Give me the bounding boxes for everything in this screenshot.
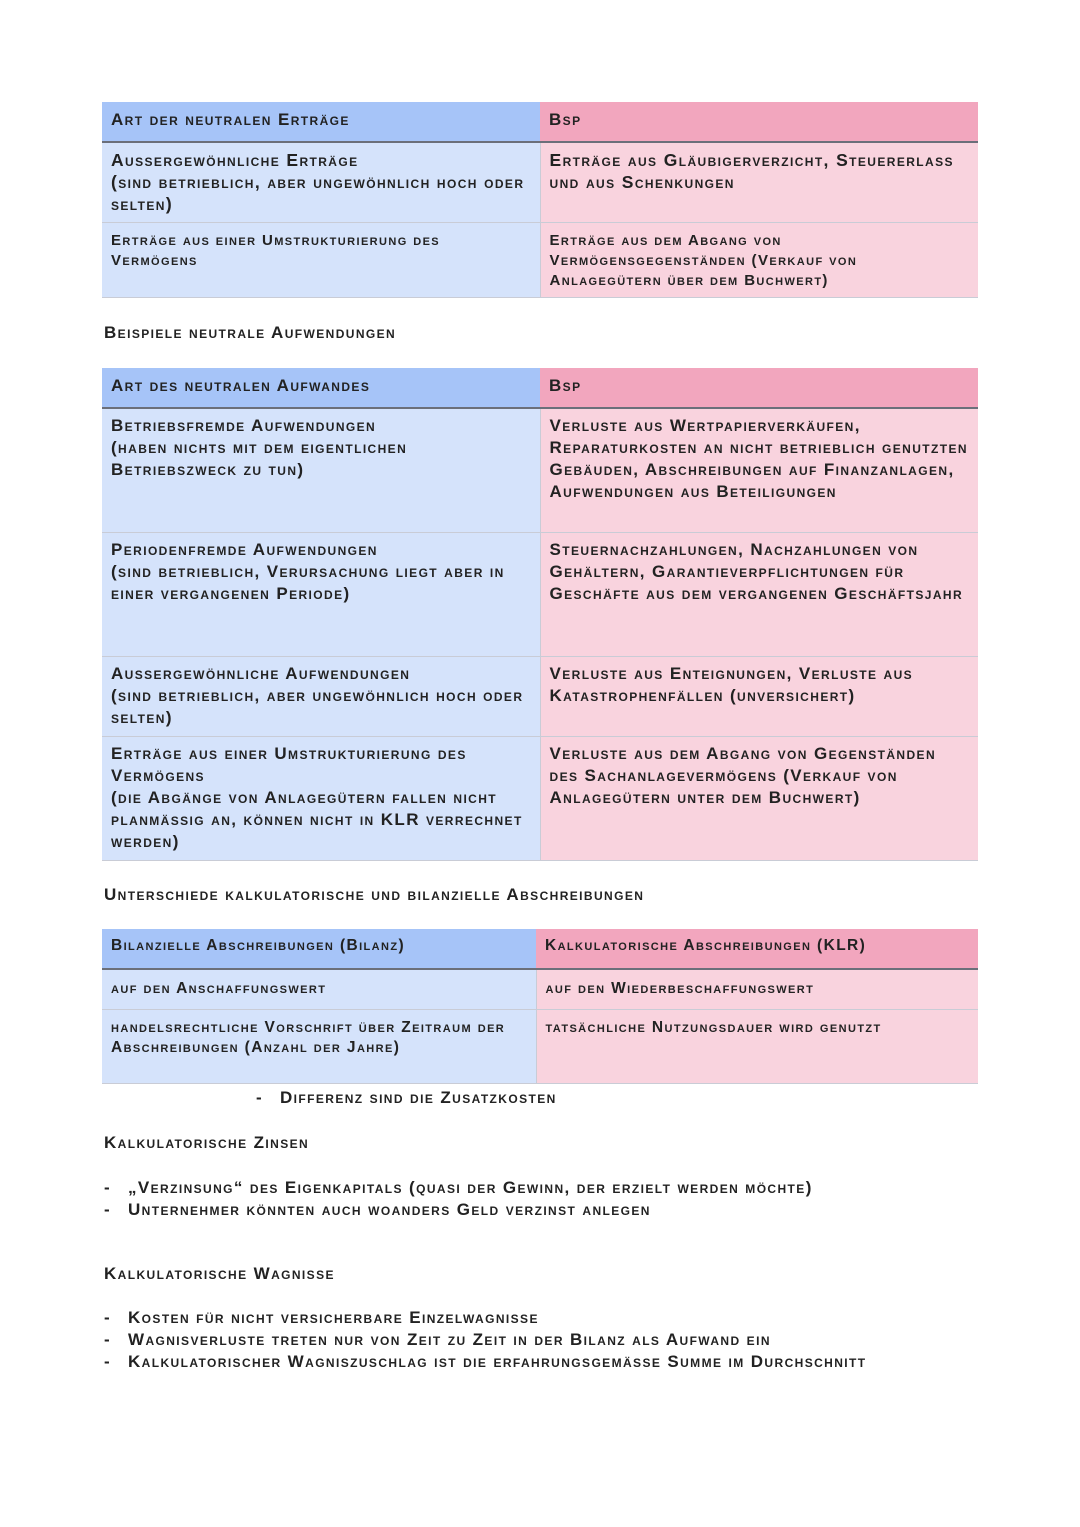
table-row [102, 1009, 978, 1083]
bsp-cell: Verluste aus Enteignungen, Verluste aus Katastrophenfällen (unversichert) [540, 656, 978, 736]
note-dash: - [256, 1088, 264, 1107]
list-item: - Kalkulatorischer Wagniszuschlag ist die erfahrungsgemässe Summe im Durchschnitt [104, 1351, 984, 1373]
art-cell [102, 656, 540, 736]
table-neutrale-aufwendungen [102, 368, 978, 861]
bsp-cell: Erträge aus dem Abgang von Vermögensgegenständen (Verkauf von Anlagegütern über dem Buchwert) [540, 222, 978, 297]
art-detail: (sind betrieblich, aber ungewöhnlich hoch oder selten) [111, 685, 524, 727]
table-header-row [102, 929, 978, 969]
art-title: Erträge aus einer Umstrukturierung des Vermögens [111, 231, 441, 269]
kalkulatorisch-cell: tatsächliche Nutzungsdauer wird genutzt [536, 1009, 978, 1083]
art-detail: (die Abgänge von Anlagegütern fallen nicht planmässig an, können nicht in KLR verrechnet werden) [111, 787, 523, 851]
heading-kalkulatorische-wagnisse: Kalkulatorische Wagnisse [104, 1264, 335, 1283]
kalkulatorisch-cell: auf den Wiederbeschaffungswert [536, 969, 978, 1009]
list-zinsen [104, 1177, 984, 1221]
heading-neutrale-aufwendungen: Beispiele neutrale Aufwendungen [104, 323, 397, 342]
bsp-cell: Verluste aus dem Abgang von Gegenständen des Sachanlagevermögens (Verkauf von Anlagegütern unter dem Buchwert) [540, 736, 978, 860]
bilanziell-cell: auf den Anschaffungswert [102, 969, 536, 1009]
column-header-bilanziell: Bilanzielle Abschreibungen (Bilanz) [102, 929, 536, 969]
list-item: - Unternehmer könnten auch woanders Geld verzinst anlegen [104, 1199, 984, 1221]
note-text: Differenz sind die Zusatzkosten [280, 1088, 557, 1107]
list-item: - Wagnisverluste treten nur von Zeit zu Zeit in der Bilanz als Aufwand ein [104, 1329, 984, 1351]
art-cell [102, 736, 540, 860]
column-header-bsp: Bsp [540, 102, 978, 142]
art-cell [102, 532, 540, 656]
list-wagnisse [104, 1307, 984, 1373]
table-row [102, 656, 978, 736]
heading-kalkulatorische-zinsen: Kalkulatorische Zinsen [104, 1133, 310, 1152]
column-header-art: Art des neutralen Aufwandes [102, 368, 540, 408]
table-row [102, 222, 978, 297]
art-title: Erträge aus einer Umstrukturierung des Vermögens [111, 743, 467, 785]
column-header-bsp: Bsp [540, 368, 978, 408]
art-cell [102, 142, 540, 222]
heading-unterschiede-abschreibungen: Unterschiede kalkulatorische und bilanzielle Abschreibungen [104, 885, 645, 904]
table-header-row [102, 368, 978, 408]
art-title: Aussergewöhnliche Erträge [111, 150, 359, 170]
art-cell [102, 222, 540, 297]
table-row [102, 969, 978, 1009]
art-detail: (sind betrieblich, Verursachung liegt aber in einer vergangenen Periode) [111, 561, 505, 603]
table-row [102, 532, 978, 656]
art-title: Aussergewöhnliche Aufwendungen [111, 663, 411, 683]
column-header-kalkulatorisch: Kalkulatorische Abschreibungen (KLR) [536, 929, 978, 969]
art-title: Periodenfremde Aufwendungen [111, 539, 378, 559]
column-header-art: Art der neutralen Erträge [102, 102, 540, 142]
list-item: - „Verzinsung“ des Eigenkapitals (quasi der Gewinn, der erzielt werden möchte) [104, 1177, 984, 1199]
table-row [102, 736, 978, 860]
note-zusatzkosten [256, 1088, 557, 1108]
art-detail: (sind betrieblich, aber ungewöhnlich hoch oder selten) [111, 172, 525, 214]
table-header-row [102, 102, 978, 142]
list-item: - Kosten für nicht versicherbare Einzelwagnisse [104, 1307, 984, 1329]
table-row [102, 142, 978, 222]
art-title: Betriebsfremde Aufwendungen [111, 416, 377, 435]
art-cell [102, 408, 540, 532]
bsp-cell: Erträge aus Gläubigerverzicht, Steuererlass und aus Schenkungen [540, 142, 978, 222]
bsp-cell: Steuernachzahlungen, Nachzahlungen von Gehältern, Garantieverpflichtungen für Geschäfte aus dem vergangenen Geschäftsjahr [540, 532, 978, 656]
bilanziell-cell: handelsrechtliche Vorschrift über Zeitraum der Abschreibungen (Anzahl der Jahre) [102, 1009, 536, 1083]
table-abschreibungen [102, 929, 978, 1084]
bsp-cell: Verluste aus Wertpapierverkäufen, Reparaturkosten an nicht betrieblich genutzten Gebäuden, Abschreibungen auf Finanzanlagen, Aufwendungen aus Beteiligungen [540, 408, 978, 532]
table-row [102, 408, 978, 532]
art-detail: (haben nichts mit dem eigentlichen Betriebszweck zu tun) [111, 438, 408, 479]
table-neutrale-ertraege [102, 102, 978, 298]
